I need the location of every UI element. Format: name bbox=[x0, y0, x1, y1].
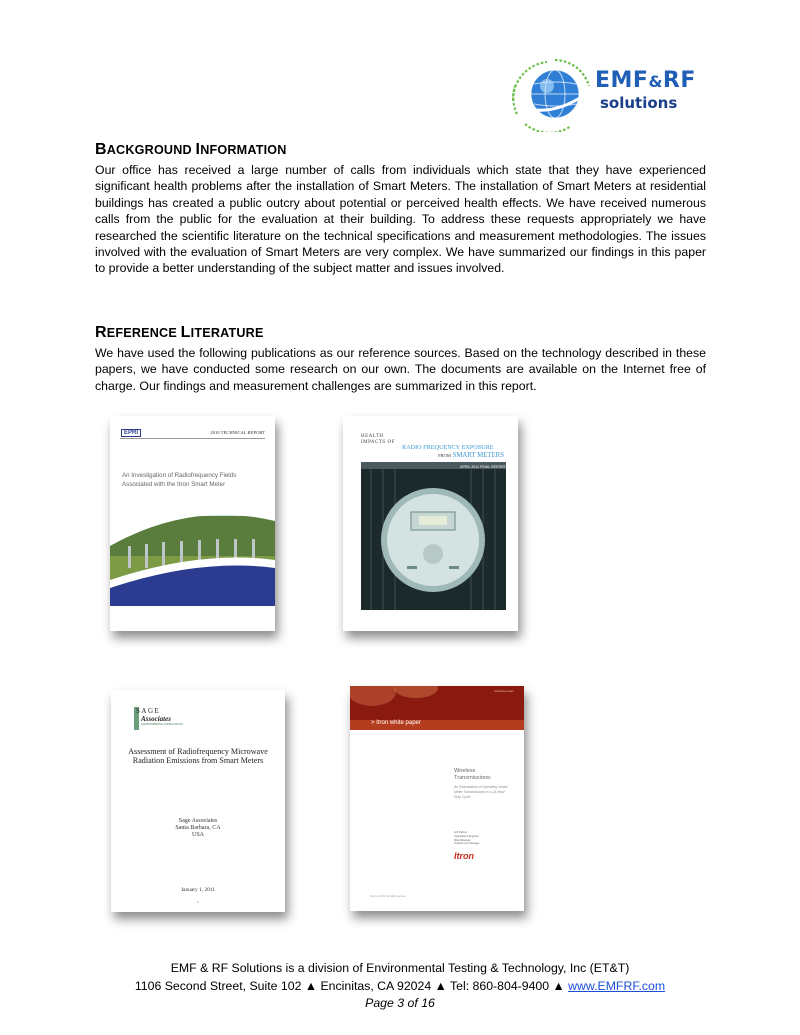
globe-logo-icon bbox=[509, 56, 593, 132]
epri-cover-photo bbox=[110, 506, 275, 631]
emf-rf-logo bbox=[509, 56, 709, 132]
epri-logo: EPRI bbox=[121, 429, 141, 437]
ccst-date: APRIL 2011 FINAL REPORT bbox=[460, 465, 506, 469]
itron-white-paper-label: > Itron white paper bbox=[371, 720, 421, 726]
itron-logo: Itron bbox=[454, 851, 474, 861]
sage-report-cover bbox=[111, 690, 285, 912]
itron-authors: Jeff Palmer Applications Engineer Mike Belanger Product Line Manager bbox=[454, 831, 480, 846]
ccst-title-line1: RADIO FREQUENCY EXPOSURE bbox=[402, 444, 494, 451]
ccst-kicker: HEALTH IMPACTS OF bbox=[361, 434, 395, 445]
sage-date: January 1, 2011 bbox=[180, 887, 216, 893]
reference-paragraph: We have used the following publications as our reference sources. Based on the technology described in these papers, we have conducted some research on our own. The documents are available on the Internet free of charge. Our findings and measurement challenges are summarized in this report. bbox=[95, 346, 706, 393]
sage-page-mark: 1 bbox=[197, 900, 199, 904]
epri-report-label: 2010 TECHNICAL REPORT bbox=[210, 430, 265, 435]
sage-logo-associates: Associates bbox=[141, 715, 171, 723]
itron-url: www.itron.com bbox=[494, 689, 514, 693]
website-link[interactable]: www.EMFRF.com bbox=[568, 979, 666, 993]
sage-logo-tagline: ENVIRONMENTAL CONSULTANTS bbox=[141, 723, 183, 726]
epri-report-title: An Investigation of Radiofrequency Fields Associated with the Itron Smart Meter bbox=[122, 472, 237, 488]
logo-brand-text: EMF&RF bbox=[595, 68, 696, 93]
sage-logo-name: SAGE bbox=[136, 707, 161, 715]
sage-address: Sage Associates Santa Barbara, CA USA bbox=[175, 818, 221, 839]
itron-title: Wireless Transmissions: bbox=[454, 768, 492, 781]
itron-subtitle: An Examination of OpenWay Smart Meter Transmissions in a 24-Hour Duty Cycle bbox=[454, 785, 508, 799]
epri-report-cover bbox=[110, 416, 275, 631]
background-heading: BACKGROUND INFORMATION bbox=[95, 141, 287, 158]
epri-rule bbox=[120, 438, 265, 439]
ccst-report-cover bbox=[343, 416, 518, 631]
page-number: Page 3 of 16 bbox=[365, 996, 435, 1010]
ccst-title-line2: FROM SMART METERS bbox=[438, 452, 504, 459]
sage-report-title: Assessment of Radiofrequency Microwave Radiation Emissions from Smart Meters bbox=[128, 747, 268, 765]
ccst-cover-photo bbox=[361, 462, 506, 610]
footer-company-line: EMF & RF Solutions is a division of Environmental Testing & Technology, Inc (ET&T) bbox=[170, 961, 630, 975]
background-paragraph: Our office has received a large number of calls from individuals which state that they have experienced significant health problems after the installation of Smart Meters. The installation of Smart Meters at residential buildings has created a public outcry about potential or perceived health effects. We have received numerous calls from the public for the evaluation at their building. To address these requests appropriately we have researched the scientific literature on the technical specifications and measurement methodologies. The issues involved with the evaluation of Smart Meters are very complex. We have summarized our findings in this paper to provide a better understanding of the subject matter and issues involved. bbox=[95, 163, 706, 276]
footer-address-line: 1106 Second Street, Suite 102 ▲ Encinitas, CA 92024 ▲ Tel: 860-804-9400 ▲ www.EMFRF.com bbox=[134, 979, 666, 993]
itron-footer: Itron Inc. 2011. All rights reserved. bbox=[370, 895, 407, 898]
reference-heading: REFERENCE LITERATURE bbox=[95, 324, 264, 341]
itron-white-paper-cover bbox=[350, 686, 524, 911]
logo-brand-subtext: solutions bbox=[600, 94, 678, 112]
